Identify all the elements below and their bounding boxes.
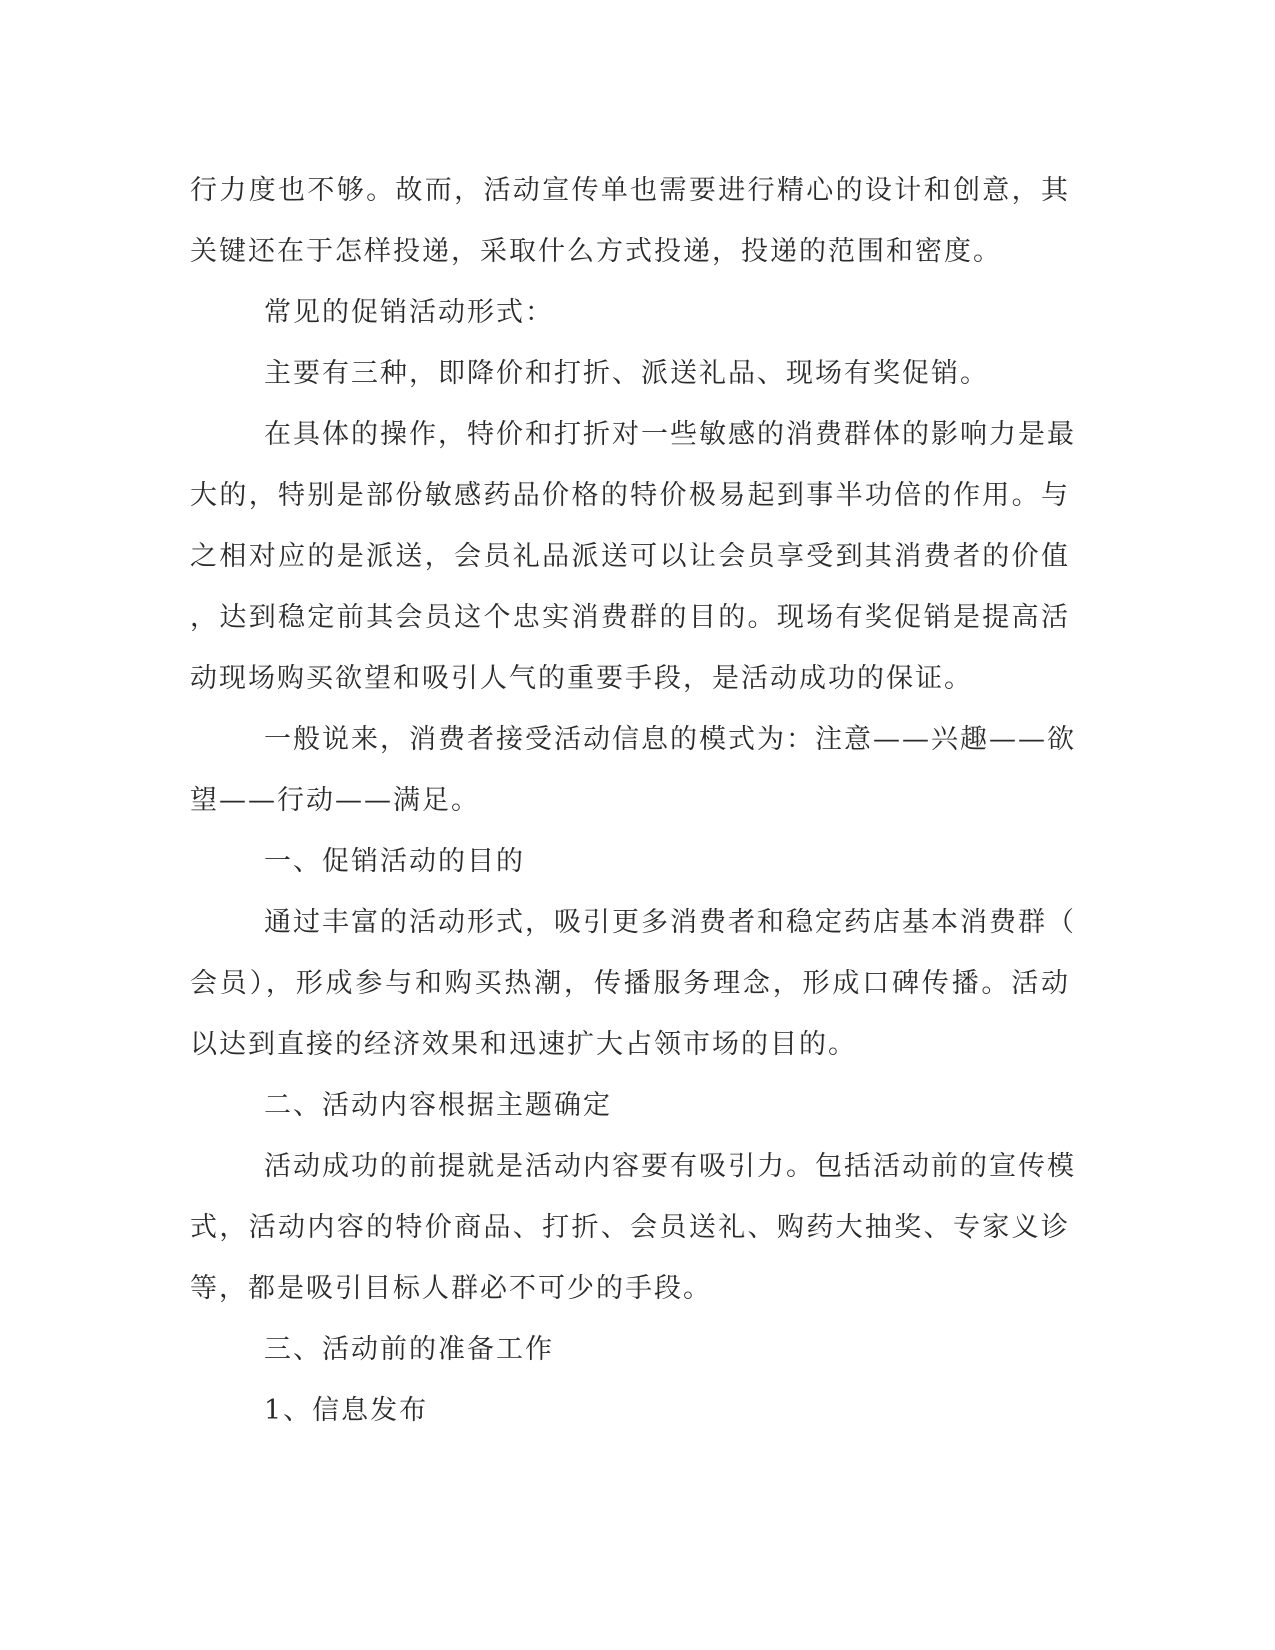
text-line: 活动成功的前提就是活动内容要有吸引力。包括活动前的宣传模 bbox=[264, 1151, 1076, 1182]
section-heading: 一、促销活动的目的 bbox=[264, 846, 525, 877]
section-heading: 三、活动前的准备工作 bbox=[264, 1334, 554, 1365]
text-line: 在具体的操作，特价和打折对一些敏感的消费群体的影响力是最 bbox=[264, 419, 1076, 450]
text-line: 通过丰富的活动形式，吸引更多消费者和稳定药店基本消费群（ bbox=[264, 907, 1076, 938]
text-line: 主要有三种，即降价和打折、派送礼品、现场有奖促销。 bbox=[264, 358, 989, 389]
text-line: 会员），形成参与和购买热潮，传播服务理念，形成口碑传播。活动 bbox=[190, 968, 1070, 999]
text-line: 动现场购买欲望和吸引人气的重要手段，是活动成功的保证。 bbox=[190, 663, 973, 694]
text-line: 行力度也不够。故而，活动宣传单也需要进行精心的设计和创意，其 bbox=[190, 175, 1070, 206]
text-line: 关键还在于怎样投递，采取什么方式投递，投递的范围和密度。 bbox=[190, 236, 1002, 267]
text-line: 之相对应的是派送，会员礼品派送可以让会员享受到其消费者的价值 bbox=[190, 541, 1070, 572]
section-heading: 二、活动内容根据主题确定 bbox=[264, 1090, 612, 1121]
text-line: 以达到直接的经济效果和迅速扩大占领市场的目的。 bbox=[190, 1029, 857, 1060]
subsection-heading: 1、信息发布 bbox=[264, 1395, 429, 1426]
text-line: 式，活动内容的特价商品、打折、会员送礼、购药大抽奖、专家义诊 bbox=[190, 1212, 1070, 1243]
text-line: ，达到稳定前其会员这个忠实消费群的目的。现场有奖促销是提高活 bbox=[190, 602, 1070, 633]
text-line: 大的，特别是部份敏感药品价格的特价极易起到事半功倍的作用。与 bbox=[190, 480, 1070, 511]
text-line: 一般说来，消费者接受活动信息的模式为：注意——兴趣——欲 bbox=[264, 724, 1076, 755]
text-line: 等，都是吸引目标人群必不可少的手段。 bbox=[190, 1273, 712, 1304]
text-line: 望——行动——满足。 bbox=[190, 785, 480, 816]
body-text bbox=[190, 160, 1076, 1441]
section-heading: 常见的促销活动形式： bbox=[264, 297, 554, 328]
